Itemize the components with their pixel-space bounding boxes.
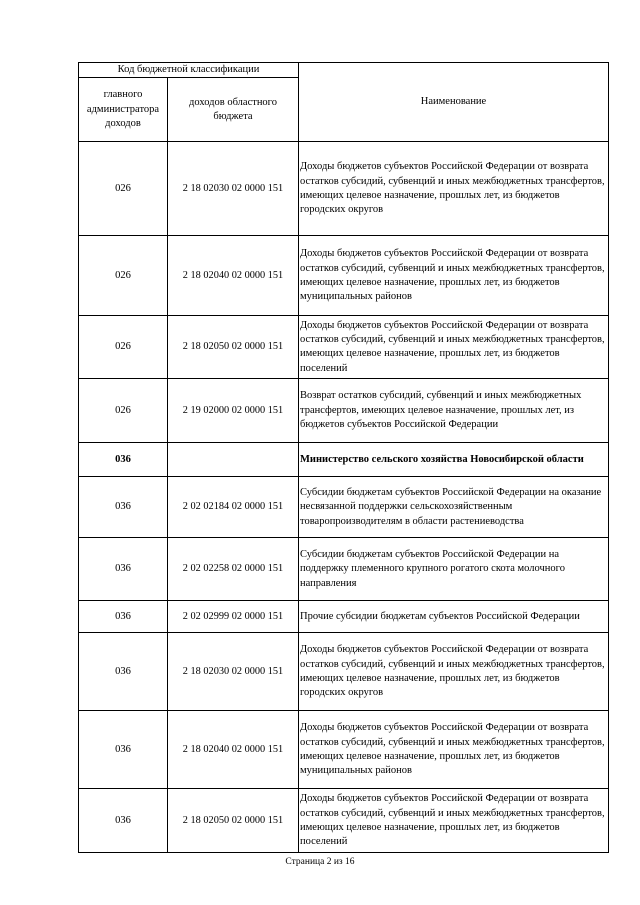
name-cell: Министерство сельского хозяйства Новосибирской области <box>299 443 609 477</box>
name-cell: Субсидии бюджетам субъектов Российской Федерации на оказание несвязанной поддержки сельскохозяйственным товаропроизводителям в области растениеводства <box>299 477 609 538</box>
admin-cell: 026 <box>79 316 168 379</box>
page-number: Страница 2 из 16 <box>285 857 355 867</box>
code-cell: 2 02 02999 02 0000 151 <box>168 601 299 633</box>
name-cell: Субсидии бюджетам субъектов Российской Федерации на поддержку племенного крупного рогатого скота молочного направления <box>299 538 609 601</box>
name-cell: Возврат остатков субсидий, субвенций и иных межбюджетных трансфертов, имеющих целевое назначение, прошлых лет, из бюджетов субъектов Российской Федерации <box>299 379 609 443</box>
table-row <box>79 601 609 633</box>
name-cell: Доходы бюджетов субъектов Российской Федерации от возврата остатков субсидий, субвенций и иных межбюджетных трансфертов, имеющих целевое назначение, прошлых лет, из бюджетов поселений <box>299 789 609 853</box>
table-row <box>79 538 609 601</box>
code-cell: 2 18 02040 02 0000 151 <box>168 236 299 316</box>
table-row <box>79 789 609 853</box>
table-row <box>79 142 609 236</box>
admin-cell: 036 <box>79 443 168 477</box>
table-row <box>79 633 609 711</box>
code-cell: 2 02 02258 02 0000 151 <box>168 538 299 601</box>
code-cell: 2 18 02050 02 0000 151 <box>168 789 299 853</box>
code-cell: 2 18 02030 02 0000 151 <box>168 633 299 711</box>
table-body <box>79 142 609 853</box>
table-row <box>79 236 609 316</box>
header-group-budget-code: Код бюджетной классификации <box>79 63 299 78</box>
code-cell: 2 18 02050 02 0000 151 <box>168 316 299 379</box>
admin-cell: 036 <box>79 633 168 711</box>
table-row <box>79 477 609 538</box>
code-cell <box>168 443 299 477</box>
admin-cell: 026 <box>79 236 168 316</box>
admin-cell: 026 <box>79 379 168 443</box>
header-name: Наименование <box>299 63 609 142</box>
name-cell: Доходы бюджетов субъектов Российской Федерации от возврата остатков субсидий, субвенций и иных межбюджетных трансфертов, имеющих целевое назначение, прошлых лет, из бюджетов городских округов <box>299 633 609 711</box>
code-cell: 2 02 02184 02 0000 151 <box>168 477 299 538</box>
code-cell: 2 18 02030 02 0000 151 <box>168 142 299 236</box>
admin-cell: 036 <box>79 601 168 633</box>
admin-cell: 036 <box>79 789 168 853</box>
code-cell: 2 19 02000 02 0000 151 <box>168 379 299 443</box>
header-admin: главного администратора доходов <box>79 78 168 142</box>
header-code: доходов областного бюджета <box>168 78 299 142</box>
budget-classification-table <box>78 62 609 853</box>
table-row <box>79 711 609 789</box>
name-cell: Доходы бюджетов субъектов Российской Федерации от возврата остатков субсидий, субвенций и иных межбюджетных трансфертов, имеющих целевое назначение, прошлых лет, из бюджетов муниципальных районов <box>299 711 609 789</box>
name-cell: Доходы бюджетов субъектов Российской Федерации от возврата остатков субсидий, субвенций и иных межбюджетных трансфертов, имеющих целевое назначение, прошлых лет, из бюджетов муниципальных районов <box>299 236 609 316</box>
table-row <box>79 316 609 379</box>
admin-cell: 036 <box>79 477 168 538</box>
admin-cell: 036 <box>79 711 168 789</box>
admin-cell: 026 <box>79 142 168 236</box>
table-row <box>79 379 609 443</box>
table-row <box>79 443 609 477</box>
admin-cell: 036 <box>79 538 168 601</box>
name-cell: Доходы бюджетов субъектов Российской Федерации от возврата остатков субсидий, субвенций и иных межбюджетных трансфертов, имеющих целевое назначение, прошлых лет, из бюджетов поселений <box>299 316 609 379</box>
code-cell: 2 18 02040 02 0000 151 <box>168 711 299 789</box>
name-cell: Прочие субсидии бюджетам субъектов Российской Федерации <box>299 601 609 633</box>
name-cell: Доходы бюджетов субъектов Российской Федерации от возврата остатков субсидий, субвенций и иных межбюджетных трансфертов, имеющих целевое назначение, прошлых лет, из бюджетов городских округов <box>299 142 609 236</box>
